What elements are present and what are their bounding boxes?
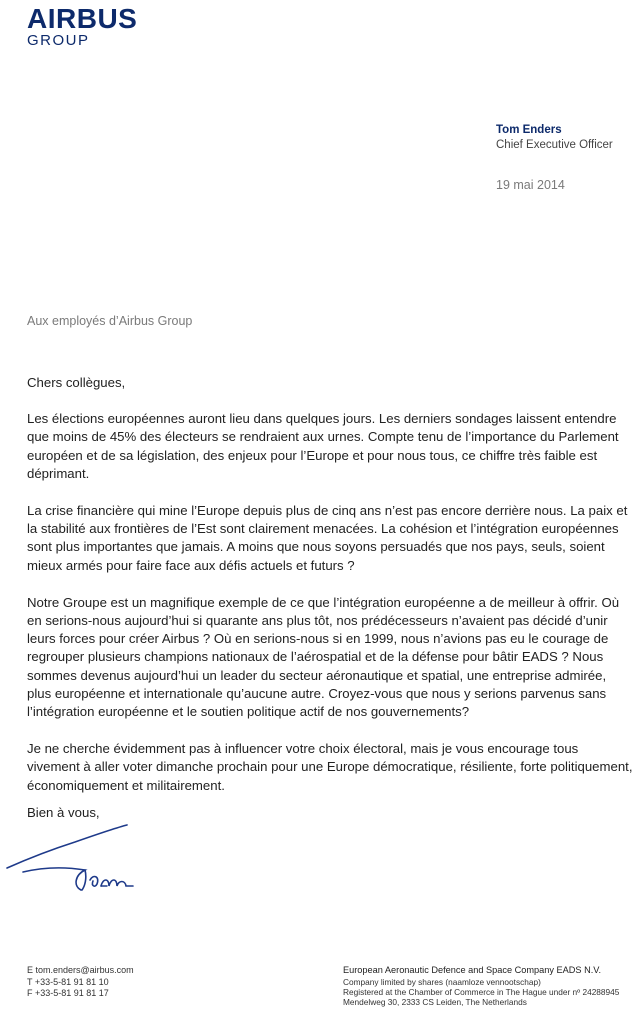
logo-wordmark: AIRBUS	[27, 3, 138, 34]
recipient-line: Aux employés d’Airbus Group	[27, 314, 193, 328]
letter-body	[27, 374, 633, 814]
greeting: Chers collègues,	[27, 375, 126, 390]
footer-registration: Registered at the Chamber of Commerce in The Hague under nº 24288945	[343, 987, 620, 997]
paragraph-2: La crise financière qui mine l’Europe depuis plus de cinq ans n’est pas encore derrière nous. La paix et la stabilité aux frontières de l’Est sont clairement menacées. La cohésion et l’intégration européennes sont plus importantes que jamais. A moins que nous soyons persuadés que nos pays, seuls, soient mieux armés pour faire face aux défis actuels et futurs ?	[27, 503, 628, 573]
footer-company-name: European Aeronautic Defence and Space Company EADS N.V.	[343, 965, 602, 975]
sender-title: Chief Executive Officer	[496, 139, 613, 151]
paragraph-3: Notre Groupe est un magnifique exemple de ce que l’intégration européenne a de meilleur à offrir. Où en serions-nous aujourd’hui si quarante ans plus tôt, nos prédécesseurs n’avaient pas décidé d’unir leurs forces pour créer Airbus ? Où en serions-nous si en 1999, nous n’avions pas eu le courage de regrouper plusieurs champions nationaux de l’aérospatial et de la défense pour bâtir EADS ? Nous sommes devenus aujourd’hui un leader du secteur aéronautique et spatial, une entreprise admirée, plus européenne et internationale qu’aucune autre. Croyez-vous que nous y serions parvenus sans l’intégration européenne et le soutien politique actif de nos gouvernements?	[27, 594, 620, 720]
footer-legal-form: Company limited by shares (naamloze vennootschap)	[343, 977, 541, 987]
airbus-group-logo	[27, 4, 157, 50]
sender-block	[496, 123, 631, 153]
footer-email[interactable]: E tom.enders@airbus.com	[27, 965, 134, 975]
footer-legal	[343, 965, 633, 1007]
footer-fax: F +33-5-81 91 81 17	[27, 988, 109, 998]
letter-date: 19 mai 2014	[496, 178, 565, 192]
handwritten-signature	[5, 820, 145, 900]
paragraph-1: Les élections européennes auront lieu dans quelques jours. Les derniers sondages laissent entendre que moins de 45% des électeurs se rendraient aux urnes. Compte tenu de l’importance du Parlement européen et de sa législation, des enjeux pour l’Europe et pour nous tous, ce chiffre très faible est déprimant.	[27, 411, 619, 481]
paragraph-4: Je ne cherche évidemment pas à influencer votre choix électoral, mais je vous encourage tous vivement à aller voter dimanche prochain pour une Europe démocratique, résiliente, forte politiquement, économiquement et militairement.	[27, 741, 633, 793]
footer-contact	[27, 965, 134, 1000]
logo-subtitle: GROUP	[27, 32, 90, 49]
closing: Bien à vous,	[27, 805, 100, 820]
footer-phone: T +33-5-81 91 81 10	[27, 976, 109, 987]
sender-name: Tom Enders	[496, 124, 562, 136]
footer-address: Mendelweg 30, 2333 CS Leiden, The Netherlands	[343, 997, 527, 1007]
